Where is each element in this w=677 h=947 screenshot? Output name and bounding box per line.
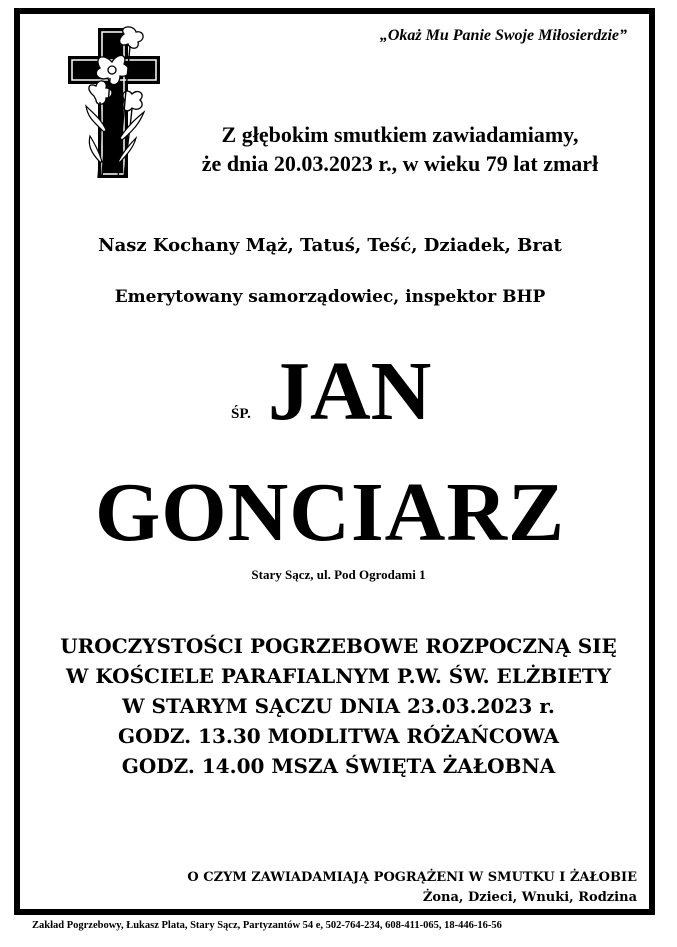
- mourners-notice: [187, 868, 637, 908]
- notice-line-1: O CZYM ZAWIADAMIAJĄ POGRĄŻENI W SMUTKU I ŻAŁOBIE: [187, 870, 637, 885]
- motto: „Okaż Mu Panie Swoje Miłosierdzie”: [379, 27, 627, 44]
- name-prefix: ŚP.: [231, 406, 251, 422]
- ceremony-line: W KOŚCIELE PARAFIALNYM P.W. ŚW. ELŻBIETY: [65, 664, 612, 688]
- occupation: Emerytowany samorządowiec, inspektor BHP: [114, 287, 546, 307]
- cross-with-lilies-icon: [64, 22, 164, 182]
- intro-line-2: że dnia 20.03.2023 r., w wieku 79 lat zmarł: [201, 151, 599, 176]
- ceremony-line: GODZ. 13.30 MODLITWA RÓŻAŃCOWA: [118, 724, 559, 748]
- ceremony-details: [0, 631, 677, 781]
- family-relations: Nasz Kochany Mąż, Tatuś, Teść, Dziadek, Brat: [98, 235, 562, 256]
- first-name: JAN: [268, 345, 432, 438]
- funeral-home-footer: Zakład Pogrzebowy, Łukasz Plata, Stary Sącz, Partyzantów 54 e, 502-764-234, 608-411-065, 18-446-16-56: [32, 920, 502, 931]
- intro-line-1: Z głębokim smutkiem zawiadamiamy,: [221, 122, 579, 147]
- address: Stary Sącz, ul. Pod Ogrodami 1: [251, 567, 426, 582]
- ceremony-line: W STARYM SĄCZU DNIA 23.03.2023 r.: [122, 694, 555, 718]
- announcement-intro: [150, 120, 650, 178]
- last-name: GONCIARZ: [94, 466, 566, 559]
- ceremony-line: GODZ. 14.00 MSZA ŚWIĘTA ŻAŁOBNA: [121, 754, 556, 778]
- notice-line-2: Żona, Dzieci, Wnuki, Rodzina: [422, 890, 637, 905]
- ceremony-line: UROCZYSTOŚCI POGRZEBOWE ROZPOCZNĄ SIĘ: [60, 634, 617, 658]
